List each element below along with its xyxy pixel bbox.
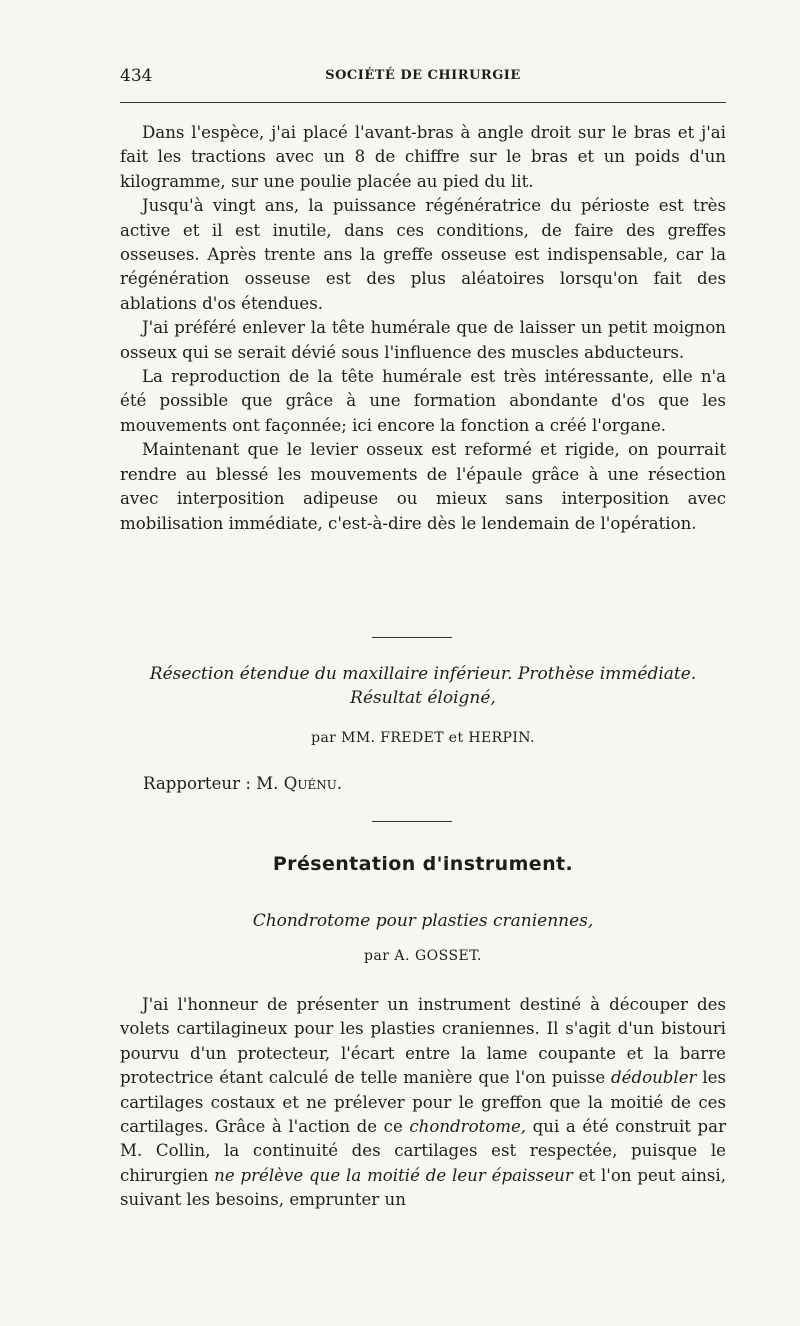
rapporteur-name: Quénu. [283, 774, 343, 793]
paragraph: La reproduction de la tête humérale est très intéressante, elle n'a été possible que grâce à une formation abondante d'os que les mouvements ont façonnée; ici encore la fonction a créé l'organe. [120, 367, 726, 435]
emphasis: dédoubler [611, 1068, 697, 1088]
section-heading: Présentation d'instrument. [272, 853, 574, 875]
instrument-description [120, 993, 726, 1213]
communication-authors: par MM. FREDET et HERPIN. [311, 730, 535, 746]
communication-title [120, 662, 726, 710]
section-authors: par A. GOSSET. [363, 948, 482, 964]
emphasis: chondrotome, [409, 1117, 527, 1137]
page-number: 434 [120, 66, 153, 86]
rapporteur-line [143, 774, 342, 793]
header-rule [120, 102, 726, 103]
paragraph: J'ai préféré enlever la tête humérale que de laisser un petit moignon osseux qui se serait dévié sous l'influence des muscles abducteurs. [120, 318, 726, 362]
paragraph: Dans l'espèce, j'ai placé l'avant-bras à angle droit sur le bras et j'ai fait les tractions avec un 8 de chiffre sur le bras et un poids d'un kilogramme, sur une poulie placée au pied du lit. [120, 123, 726, 191]
section-divider [372, 821, 452, 822]
communication-title-line: Résection étendue du maxillaire inférieur. Prothèse immédiate. [149, 664, 697, 684]
rapporteur-label: Rapporteur : M. [143, 774, 279, 793]
text-run: et l'on peut ainsi, suivant les besoins, emprunter un [120, 1165, 726, 1210]
report-conclusion [120, 121, 726, 536]
section-divider [372, 637, 452, 638]
text-run: qui a été construit par M. Collin, la continuité des cartilages est respectée, puisque le chirurgien [120, 1117, 727, 1185]
text-run: J'ai l'honneur de présenter un instrument destiné à découper des volets cartilagineux pour les plasties craniennes. Il s'agit d'un bistouri pourvu d'un protecteur, l'écart entre la lame coupante et la barre protectrice étant calculé de telle manière que l'on puisse [120, 995, 726, 1088]
paragraph: Maintenant que le levier osseux est reformé et rigide, on pourrait rendre au blessé les mouvements de l'épaule grâce à une résection avec interposition adipeuse ou mieux sans interposition avec mobilisation immédiate, c'est-à-dire dès le lendemain de l'opération. [120, 440, 726, 533]
text-run: les cartilages costaux et ne prélever pour le greffon que la moitié de ces cartilages. Grâce à l'action de ce [120, 1068, 726, 1137]
communication-title-line: Résultat éloigné, [350, 688, 496, 708]
running-title: SOCIÉTÉ DE CHIRURGIE [325, 68, 521, 83]
emphasis: ne prélève que la moitié de leur épaisseur [214, 1165, 573, 1185]
paragraph: Jusqu'à vingt ans, la puissance régénératrice du périoste est très active et il est inutile, dans ces conditions, de faire des greffes osseuses. Après trente ans la greffe osseuse est indispensable, car la régénération osseuse est des plus aléatoires lorsqu'on fait des ablations d'os étendues. [120, 196, 726, 313]
paragraph [120, 993, 726, 1213]
section-subtitle: Chondrotome pour plasties craniennes, [252, 911, 594, 931]
page-header [120, 66, 726, 90]
